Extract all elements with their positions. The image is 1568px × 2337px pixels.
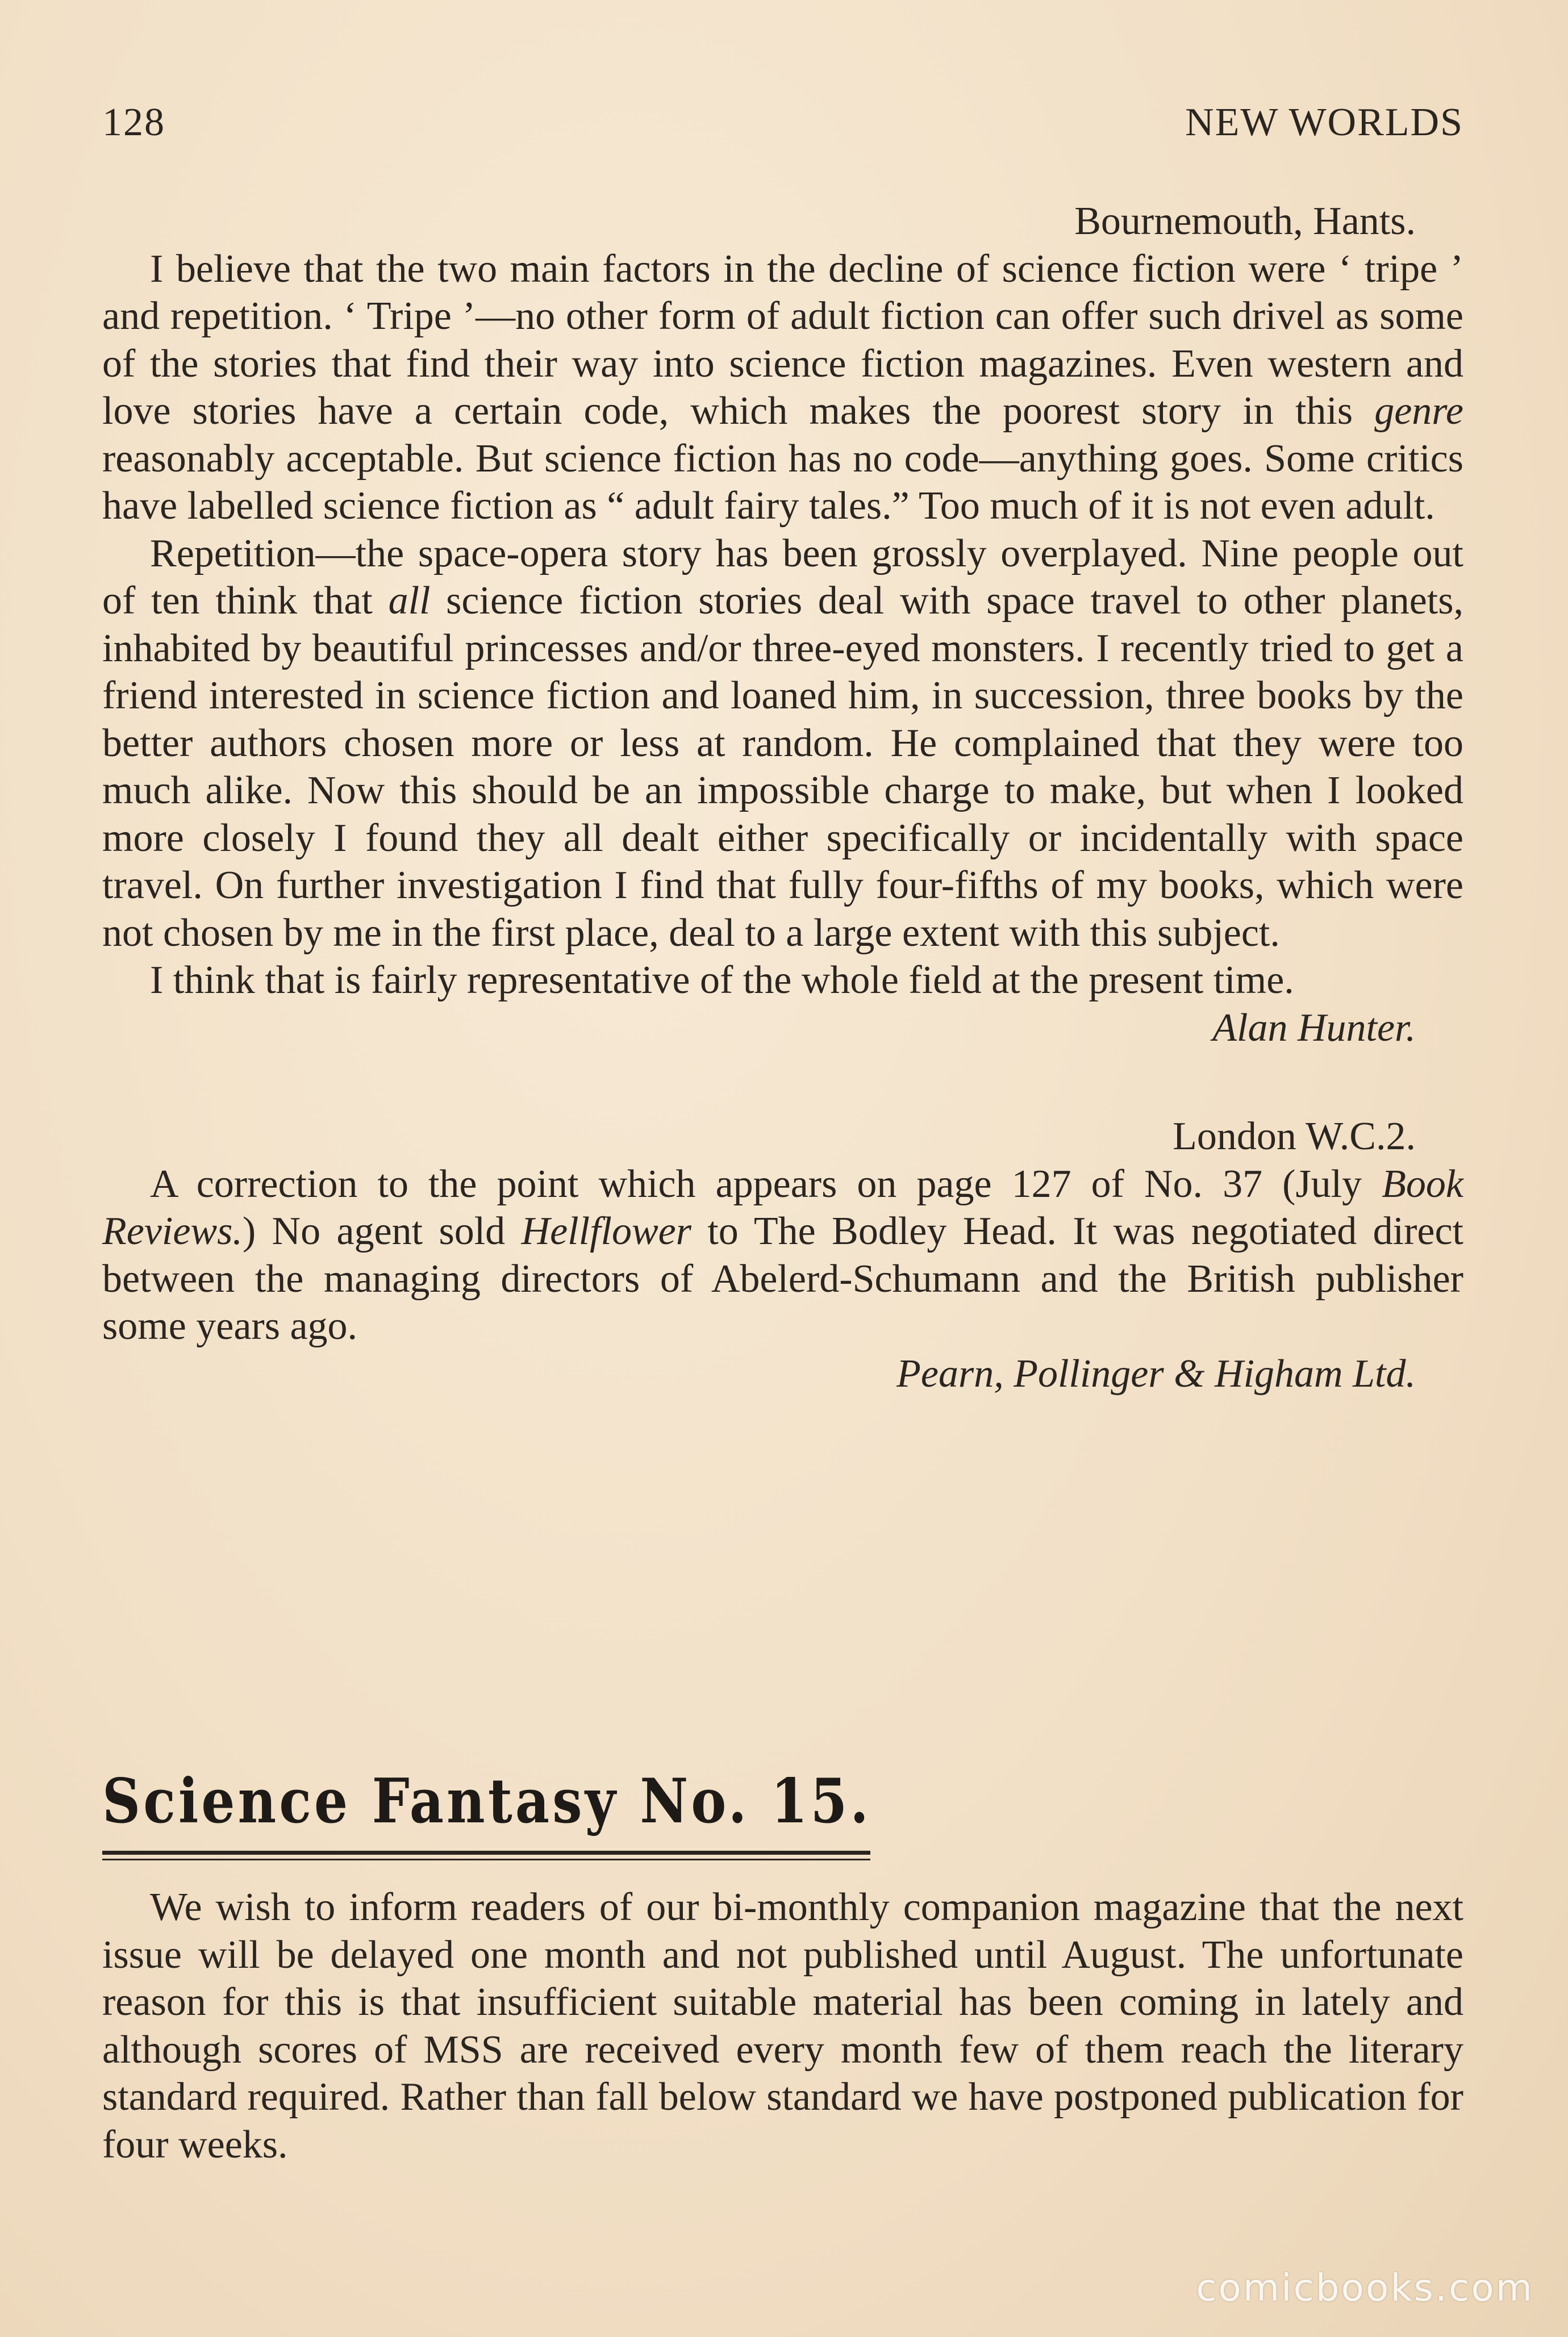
letter2-paragraph-1: A correction to the point which appears on page 127 of No. 37 (July Book Reviews.) No agent sold Hellflower to The Bodley Head. It was negotiated direct between the managing directors of Abelerd-Schumann and the British publisher some years ago. xyxy=(102,1162,1463,1348)
notice-section xyxy=(102,1884,1463,2168)
letter1-paragraph-2: Repetition—the space-opera story has been grossly overplayed. Nine people out of ten think that all science fiction stories deal with space travel to other planets, inhabited by beautiful princesses and/or three-eyed monsters. I recently tried to get a friend interested in science fiction and loaned him, in succession, three books by the better authors chosen more or less at random. He complained that they were too much alike. Now this should be an impossible charge to make, but when I looked more closely I found they all dealt either specifically or incidentally with space travel. On further investigation I find that fully four-fifths of my books, which were not chosen by me in the first place, deal to a large extent with this subject. xyxy=(102,531,1463,955)
letter2-signature: Pearn, Pollinger & Higham Ltd. xyxy=(896,1351,1416,1396)
letter1-paragraph-3: I think that is fairly representative of the whole field at the present time. xyxy=(150,958,1294,1002)
notice-heading: Science Fantasy No. 15. xyxy=(102,1766,871,1837)
notice-body: We wish to inform readers of our bi-monthly companion magazine that the next issue will be delayed one month and not published until August. The unfortunate reason for this is that insufficient suitable material has been coming in lately and although scores of MSS are received every month few of them reach the literary standard required. Rather than fall below standard we have postponed publication for four weeks. xyxy=(102,1885,1463,2167)
letter1-signature: Alan Hunter. xyxy=(1212,1005,1416,1050)
letters-section xyxy=(102,198,1463,1397)
letter1-place: Bournemouth, Hants. xyxy=(1074,199,1416,243)
heading-underline-thick xyxy=(102,1851,870,1855)
letter2-place: London W.C.2. xyxy=(1173,1115,1416,1158)
journal-title: NEW WORLDS xyxy=(1185,101,1463,144)
heading-underline-thin xyxy=(102,1859,870,1860)
running-head xyxy=(102,100,1463,145)
page-number: 128 xyxy=(102,101,165,144)
letter1-paragraph-1: I believe that the two main factors in the decline of science fiction were ‘ tripe ’ and repetition. ‘ Tripe ’—no other form of adult fiction can offer such drivel as some of the stories that find their way into science fiction magazines. Even western and love stories have a certain code, which makes the poorest story in this genre reasonably acceptable. But science fiction has no code—anything goes. Some critics have labelled science fiction as “ adult fairy tales.” Too much of it is not even adult. xyxy=(102,247,1463,528)
watermark: comicbooks.com xyxy=(1196,2266,1534,2310)
